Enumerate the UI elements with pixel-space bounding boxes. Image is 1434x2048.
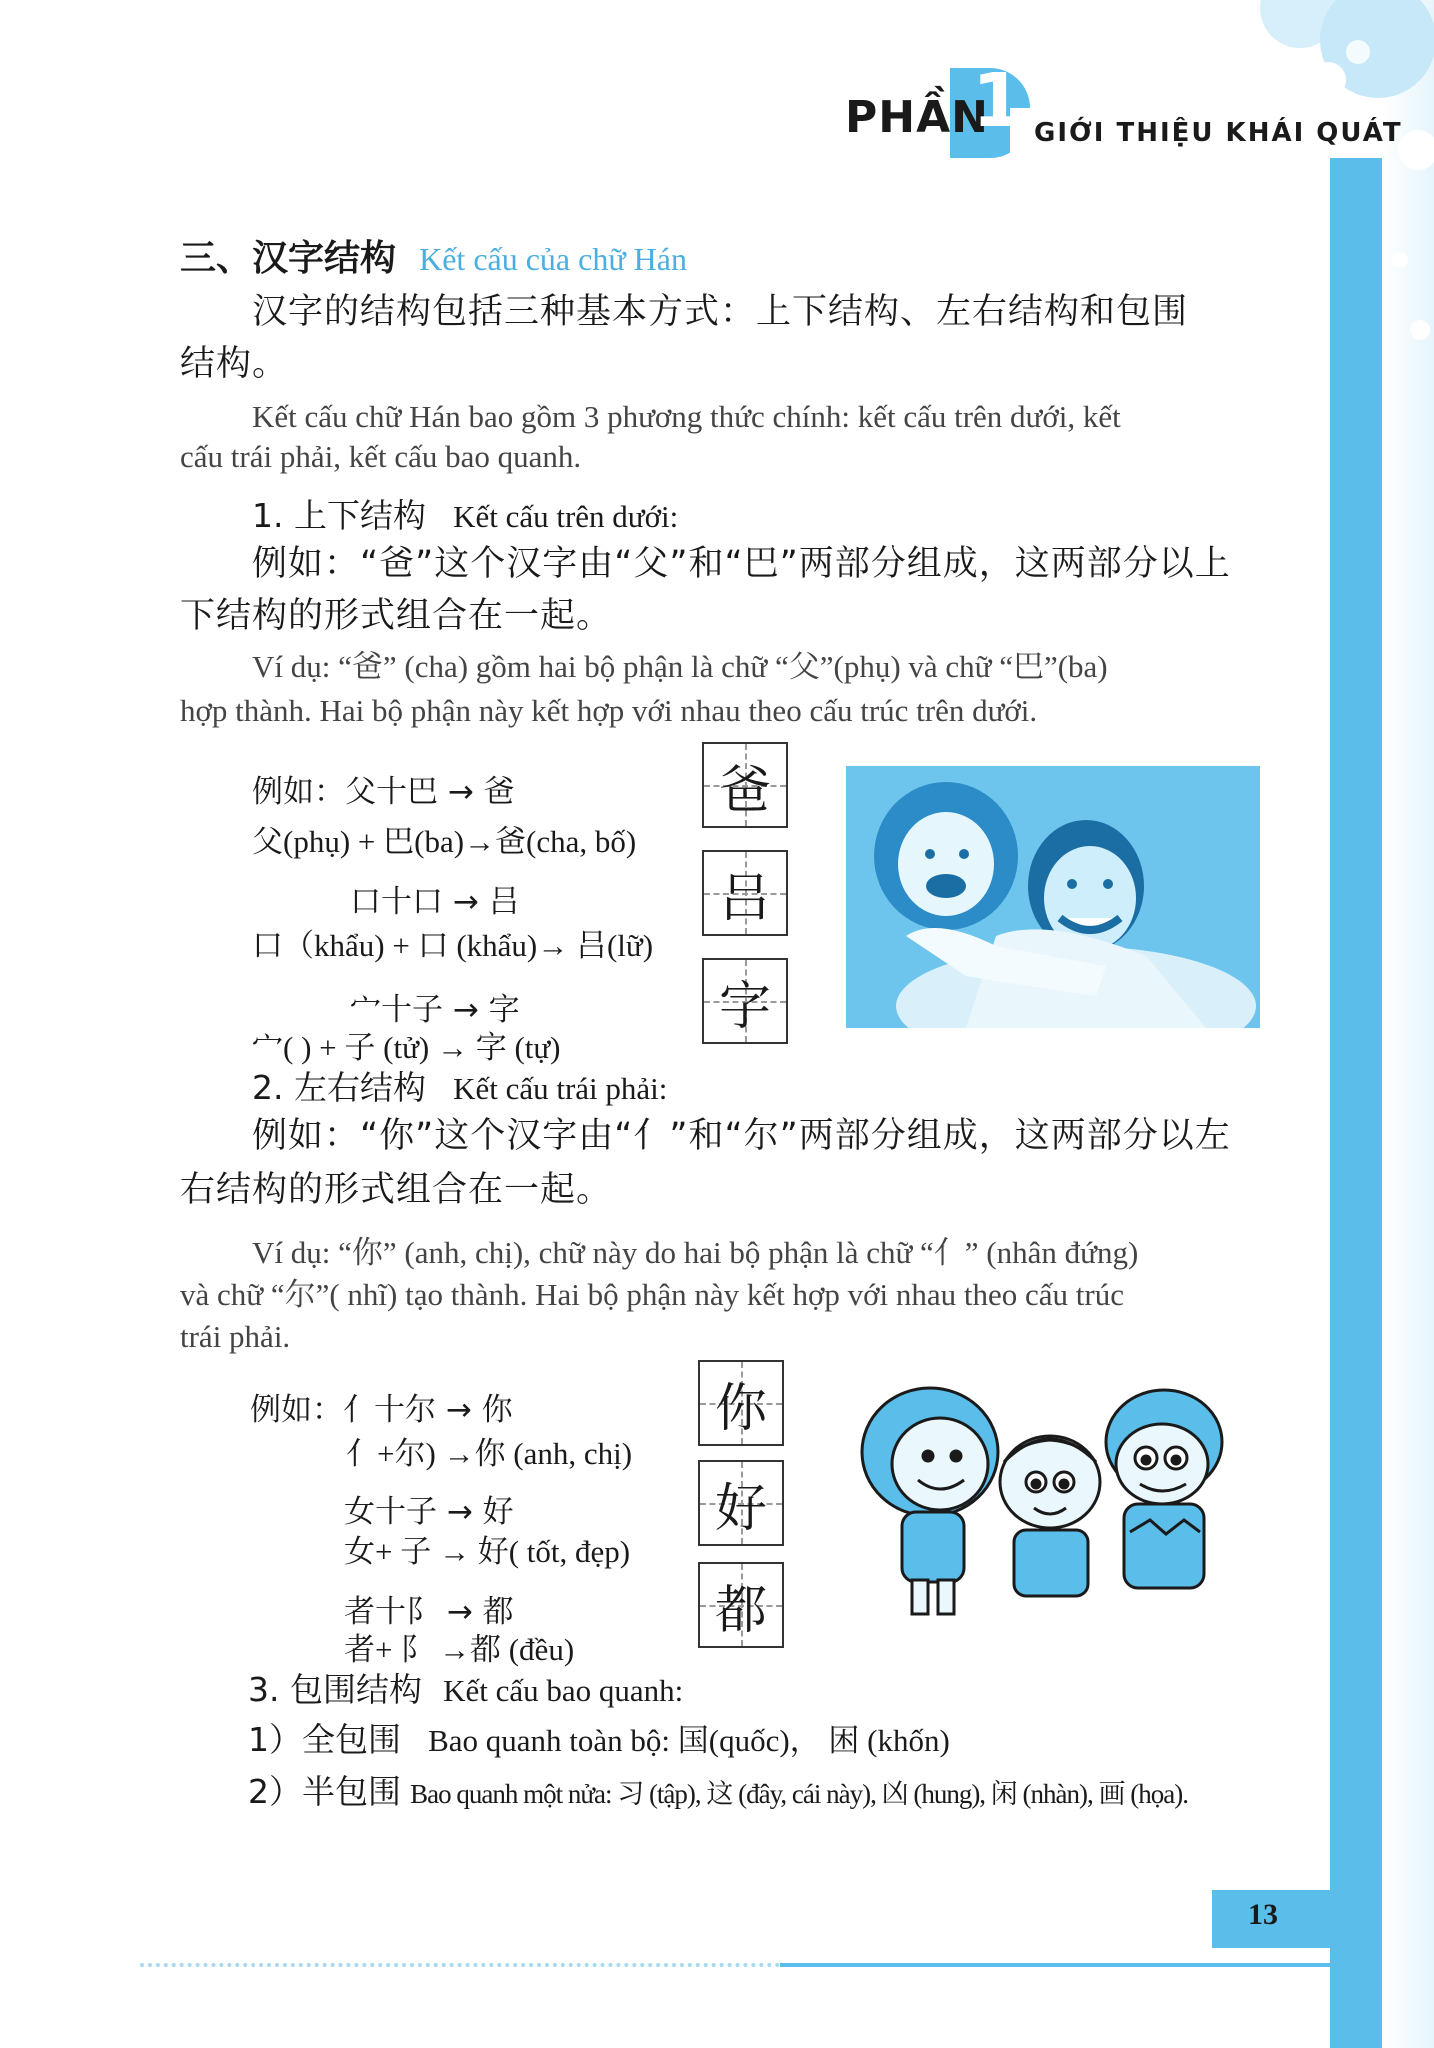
part2-example2-vi: 女+ 子 → 好( tốt, đẹp) — [344, 1534, 631, 1569]
char-box — [702, 742, 788, 828]
part2-desc-vi-line1: Ví dụ: “你” (anh, chị), chữ này do hai bộ phận là chữ “亻” (nhân đứng) — [252, 1235, 1139, 1270]
part3-item1-vi: Bao quanh toàn bộ: 国(quốc)， 困 (khốn) — [428, 1723, 950, 1758]
part2-example3-vi: 者+ 阝 →都 (đều) — [344, 1632, 575, 1667]
intro-zh-line1: 汉字的结构包括三种基本方式：上下结构、左右结构和包围 — [252, 292, 1189, 332]
part1-heading-vi: Kết cấu trên dưới: — [453, 499, 679, 534]
section-title-zh: 三、汉字结构 — [180, 238, 397, 279]
char-box — [698, 1562, 784, 1648]
part1-desc-zh-line2: 下结构的形式组合在一起。 — [180, 596, 613, 636]
part2-example3-zh: 者十阝 → 都 — [344, 1594, 514, 1630]
section-title — [180, 230, 687, 281]
part2-desc-zh-line1: 例如：“你”这个汉字由“亻”和“尔”两部分组成，这两部分以左 — [252, 1116, 1231, 1156]
part1-heading — [252, 490, 678, 537]
part1-example2-vi: 口（khẩu) + 口 (khẩu)→ 吕(lữ) — [252, 928, 654, 963]
char-box — [698, 1460, 784, 1546]
bubble-decoration — [1240, 0, 1434, 360]
part1-desc-vi-line1: Ví dụ: “爸” (cha) gồm hai bộ phận là chữ “父”(phụ) và chữ “巴”(ba) — [252, 649, 1108, 684]
char-box-text: 好 — [714, 1478, 767, 1539]
part2-heading-vi: Kết cấu trái phải: — [453, 1071, 668, 1106]
part3-item1-zh: 1）全包围 — [248, 1720, 401, 1759]
page-number: 13 — [1248, 1898, 1278, 1931]
part1-desc-vi-line2: hợp thành. Hai bộ phận này kết hợp với nhau theo cấu trúc trên dưới. — [180, 693, 1038, 728]
father-child-photo — [846, 766, 1260, 1028]
intro-zh-line2: 结构。 — [180, 344, 289, 384]
part2-desc-vi-line3: trái phải. — [180, 1319, 291, 1354]
part1-example2-zh: 口十口 → 吕 — [350, 884, 520, 920]
part3-item2-vi: Bao quanh một nửa: 习 (tập), 这 (đây, cái này), 凶 (hung), 闲 (nhàn), 画 (họa). — [410, 1779, 1188, 1809]
part1-desc-zh-line1: 例如：“爸”这个汉字由“父”和“巴”两部分组成，这两部分以上 — [252, 544, 1231, 584]
char-box-text: 吕 — [718, 868, 771, 929]
part3-item1 — [248, 1714, 950, 1761]
char-box-text: 字 — [718, 976, 771, 1037]
part-number: 1 — [972, 58, 1024, 144]
part-word: PHẦN — [845, 92, 989, 143]
char-box — [698, 1360, 784, 1446]
footer-dotted-line — [140, 1963, 780, 1967]
part3-heading-zh: 3. 包围结构 — [248, 1670, 422, 1709]
part2-example1-zh: 例如：亻十尔 → 你 — [250, 1392, 513, 1428]
char-box — [702, 850, 788, 936]
part2-heading — [252, 1062, 667, 1109]
part1-example1-zh: 例如：父十巴 → 爸 — [252, 774, 515, 810]
part3-item2-zh: 2）半包围 — [248, 1772, 401, 1811]
part3-item2 — [248, 1766, 1188, 1813]
part2-example2-zh: 女十子 → 好 — [344, 1494, 514, 1530]
char-box-text: 都 — [714, 1580, 767, 1641]
section-title-vi: Kết cấu của chữ Hán — [419, 241, 687, 277]
char-box — [702, 958, 788, 1044]
side-band — [1330, 150, 1382, 2048]
intro-vi-line1: Kết cấu chữ Hán bao gồm 3 phương thức chính: kết cấu trên dưới, kết — [252, 399, 1121, 434]
char-box-text: 爸 — [718, 760, 771, 821]
part1-example3-vi: 宀( ) + 子 (tử) → 字 (tự) — [252, 1030, 561, 1065]
part2-example1-vi: 亻+尔) →你 (anh, chị) — [346, 1436, 633, 1471]
part1-heading-zh: 1. 上下结构 — [252, 496, 426, 535]
part2-desc-vi-line2: và chữ “尔”( nhĩ) tạo thành. Hai bộ phận này kết hợp với nhau theo cấu trúc — [180, 1277, 1124, 1312]
kids-cartoon-illustration — [840, 1372, 1280, 1622]
part3-heading-vi: Kết cấu bao quanh: — [443, 1673, 684, 1708]
footer-solid-line — [780, 1963, 1330, 1967]
part2-desc-zh-line2: 右结构的形式组合在一起。 — [180, 1170, 613, 1210]
char-box-text: 你 — [714, 1378, 767, 1439]
intro-vi-line2: cấu trái phải, kết cấu bao quanh. — [180, 439, 582, 474]
part3-heading — [248, 1664, 683, 1711]
part2-heading-zh: 2. 左右结构 — [252, 1068, 426, 1107]
section-label: GIỚI THIỆU KHÁI QUÁT — [1034, 118, 1403, 148]
part1-example1-vi: 父(phụ) + 巴(ba)→爸(cha, bố) — [252, 824, 637, 859]
part1-example3-zh: 宀十子 → 字 — [350, 992, 520, 1028]
